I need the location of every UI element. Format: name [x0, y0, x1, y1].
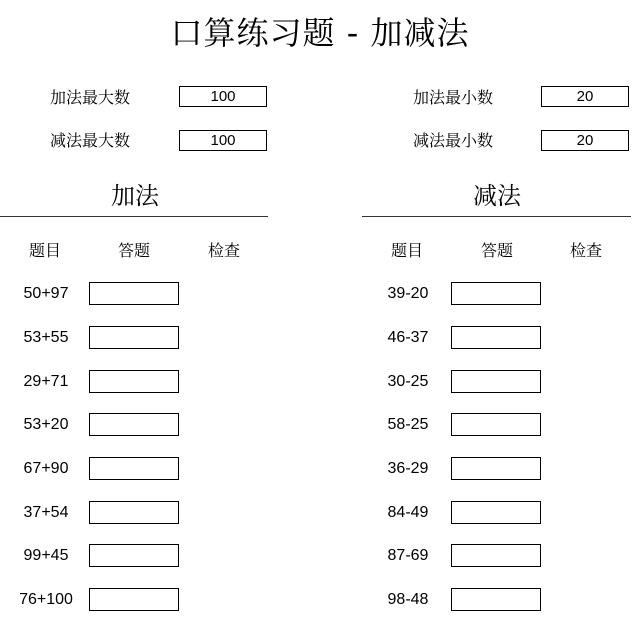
addition-row [1, 457, 261, 481]
addition-row [1, 544, 261, 568]
sub-min-label: 减法最小数 [412, 131, 493, 150]
addition-check-cell [191, 588, 261, 612]
subtraction-question: 46-37 [387, 329, 429, 346]
addition-section-title: 加法 [111, 182, 159, 210]
addition-row [1, 413, 261, 437]
addition-answer-input[interactable] [89, 370, 179, 393]
addition-check-cell [191, 544, 261, 568]
subtraction-answer-input[interactable] [451, 413, 541, 436]
addition-answer-input[interactable] [89, 282, 179, 305]
subtraction-header-answer: 答题 [480, 241, 513, 260]
subtraction-answer-input[interactable] [451, 370, 541, 393]
addition-header-answer: 答题 [117, 241, 150, 260]
addition-question: 53+55 [23, 329, 69, 346]
subtraction-header-check: 检查 [569, 241, 602, 260]
subtraction-row [363, 588, 623, 612]
addition-answer-input[interactable] [89, 326, 179, 349]
subtraction-row [363, 370, 623, 394]
subtraction-row [363, 501, 623, 525]
addition-question: 50+97 [23, 285, 69, 302]
addition-row [1, 501, 261, 525]
subtraction-row [363, 457, 623, 481]
addition-check-cell [191, 457, 261, 481]
sub-max-label: 减法最大数 [49, 131, 130, 150]
add-max-input[interactable]: 100 [179, 86, 267, 107]
subtraction-answer-input[interactable] [451, 457, 541, 480]
subtraction-question: 30-25 [387, 373, 429, 390]
subtraction-row [363, 282, 623, 306]
addition-row [1, 326, 261, 350]
addition-answer-input[interactable] [89, 501, 179, 524]
page-title: 口算练习题 - 加减法 [170, 14, 470, 52]
subtraction-answer-input[interactable] [451, 326, 541, 349]
add-min-label: 加法最小数 [412, 88, 493, 107]
addition-row [1, 588, 261, 612]
subtraction-divider [362, 216, 631, 217]
addition-check-cell [191, 326, 261, 350]
subtraction-section-title: 减法 [473, 182, 521, 210]
subtraction-question: 36-29 [387, 460, 429, 477]
addition-answer-input[interactable] [89, 457, 179, 480]
sub-max-input[interactable]: 100 [179, 130, 267, 151]
add-min-input[interactable]: 20 [541, 86, 629, 107]
subtraction-check-cell [553, 326, 623, 350]
subtraction-check-cell [553, 282, 623, 306]
subtraction-answer-input[interactable] [451, 588, 541, 611]
add-max-label: 加法最大数 [49, 88, 130, 107]
addition-divider [0, 216, 268, 217]
subtraction-row [363, 544, 623, 568]
subtraction-question: 84-49 [387, 504, 429, 521]
subtraction-question: 39-20 [387, 285, 429, 302]
subtraction-question: 98-48 [387, 591, 429, 608]
addition-question: 53+20 [23, 416, 69, 433]
subtraction-answer-input[interactable] [451, 501, 541, 524]
addition-question: 76+100 [19, 591, 73, 608]
addition-question: 29+71 [23, 373, 69, 390]
addition-question: 37+54 [23, 504, 69, 521]
sub-min-input[interactable]: 20 [541, 130, 629, 151]
addition-header-check: 检查 [207, 241, 240, 260]
addition-row [1, 282, 261, 306]
subtraction-check-cell [553, 588, 623, 612]
subtraction-question: 87-69 [387, 547, 429, 564]
subtraction-check-cell [553, 501, 623, 525]
addition-answer-input[interactable] [89, 588, 179, 611]
addition-check-cell [191, 501, 261, 525]
addition-question: 99+45 [23, 547, 69, 564]
addition-check-cell [191, 413, 261, 437]
subtraction-header-question: 题目 [390, 241, 423, 260]
subtraction-question: 58-25 [387, 416, 429, 433]
subtraction-check-cell [553, 413, 623, 437]
addition-header-question: 题目 [28, 241, 61, 260]
subtraction-check-cell [553, 544, 623, 568]
subtraction-answer-input[interactable] [451, 282, 541, 305]
addition-check-cell [191, 282, 261, 306]
addition-check-cell [191, 370, 261, 394]
addition-question: 67+90 [23, 460, 69, 477]
subtraction-row [363, 326, 623, 350]
addition-answer-input[interactable] [89, 544, 179, 567]
addition-answer-input[interactable] [89, 413, 179, 436]
subtraction-check-cell [553, 370, 623, 394]
subtraction-answer-input[interactable] [451, 544, 541, 567]
addition-row [1, 370, 261, 394]
subtraction-check-cell [553, 457, 623, 481]
subtraction-row [363, 413, 623, 437]
